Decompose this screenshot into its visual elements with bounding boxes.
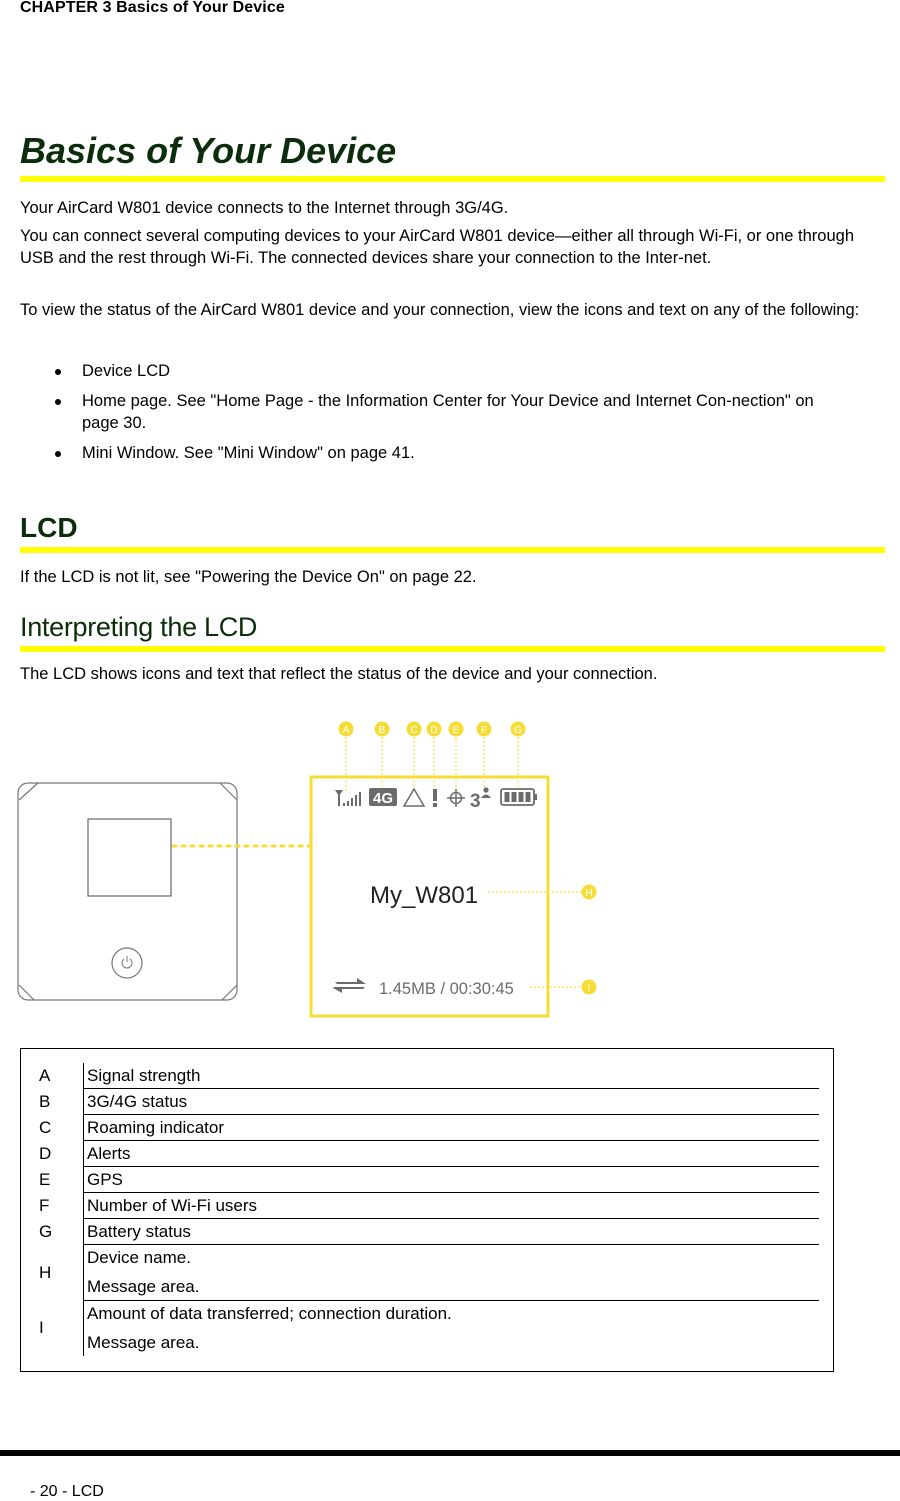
callout-f-label: F xyxy=(480,725,488,736)
wifi-users-count: 3 xyxy=(470,791,481,812)
callout-a-badge xyxy=(339,722,354,737)
callout-a-label: A xyxy=(342,725,350,736)
table-row xyxy=(37,1245,819,1301)
table-row xyxy=(37,1301,819,1357)
callout-d-badge xyxy=(427,722,442,737)
legend-description: Alerts xyxy=(84,1141,820,1167)
lcd-diagram xyxy=(0,700,900,1030)
table-row xyxy=(37,1115,819,1141)
table-row xyxy=(37,1089,819,1115)
title-rule xyxy=(20,176,885,182)
callout-b-label: B xyxy=(378,725,386,736)
legend-key: D xyxy=(37,1141,84,1167)
legend-key: I xyxy=(37,1301,84,1357)
interpreting-paragraph: The LCD shows icons and text that reflect the status of the device and your connection. xyxy=(20,665,658,683)
legend-key: G xyxy=(37,1219,84,1245)
legend-key: B xyxy=(37,1089,84,1115)
callout-d-label: D xyxy=(430,725,438,736)
callout-h-label: H xyxy=(585,888,593,899)
network-type-label: 4G xyxy=(372,790,394,807)
legend-description xyxy=(84,1301,820,1357)
power-icon xyxy=(112,948,142,978)
callout-g-label: G xyxy=(514,725,522,736)
legend-description: Number of Wi-Fi users xyxy=(84,1193,820,1219)
legend-key: F xyxy=(37,1193,84,1219)
legend-description: Signal strength xyxy=(84,1063,820,1089)
lcd-heading: LCD xyxy=(20,512,78,543)
callout-b-badge xyxy=(375,722,390,737)
lcd-paragraph: If the LCD is not lit, see "Powering the Device On" on page 22. xyxy=(20,568,477,586)
callout-i-badge xyxy=(582,980,597,995)
table-row xyxy=(37,1063,819,1089)
legend-description xyxy=(84,1245,820,1301)
callout-e-badge xyxy=(449,722,464,737)
legend-description-line: Message area. xyxy=(87,1333,200,1352)
alert-icon xyxy=(433,789,437,807)
list-item: Mini Window. See "Mini Window" on page 41. xyxy=(55,442,842,464)
device-illustration xyxy=(18,783,237,1000)
legend-description-line: Amount of data transferred; connection duration. xyxy=(87,1304,452,1323)
legend-description: Battery status xyxy=(84,1219,820,1245)
table-row xyxy=(37,1193,819,1219)
intro-paragraph-1: Your AirCard W801 device connects to the Internet through 3G/4G. xyxy=(20,199,509,217)
status-views-list xyxy=(55,360,842,472)
interpreting-heading: Interpreting the LCD xyxy=(20,612,258,642)
legend-table xyxy=(37,1063,819,1356)
legend-description-line: Message area. xyxy=(87,1277,200,1296)
page-title: Basics of Your Device xyxy=(20,130,397,171)
lcd-heading-rule xyxy=(20,547,885,553)
footer-rule xyxy=(0,1450,900,1456)
data-usage-text: 1.45MB / 00:30:45 xyxy=(379,980,514,998)
network-type-icon xyxy=(369,788,397,807)
legend-description: Roaming indicator xyxy=(84,1115,820,1141)
chapter-header: CHAPTER 3 Basics of Your Device xyxy=(20,0,285,16)
table-row xyxy=(37,1141,819,1167)
legend-box xyxy=(20,1048,834,1372)
callout-h-badge xyxy=(582,885,597,900)
device-name-text: My_W801 xyxy=(370,882,479,909)
table-row xyxy=(37,1219,819,1245)
legend-key: E xyxy=(37,1167,84,1193)
callout-g-badge xyxy=(511,722,526,737)
legend-key: H xyxy=(37,1245,84,1301)
callout-c-badge xyxy=(407,722,422,737)
intro-paragraph-2: You can connect several computing devices to your AirCard W801 device—either all through Wi-Fi, or one through USB and the rest through Wi-Fi. The connected devices share your connection to the Inter-net. xyxy=(20,227,854,267)
callout-f-badge xyxy=(477,722,492,737)
callout-c-label: C xyxy=(410,725,418,736)
callout-i-label: I xyxy=(587,983,591,994)
legend-description: GPS xyxy=(84,1167,820,1193)
interpreting-heading-rule xyxy=(20,646,885,652)
legend-key: A xyxy=(37,1063,84,1089)
legend-description-line: Device name. xyxy=(87,1248,191,1267)
list-item: Device LCD xyxy=(55,360,842,382)
table-row xyxy=(37,1167,819,1193)
list-item: Home page. See "Home Page - the Information Center for Your Device and Internet Con-nection" on page 30. xyxy=(55,390,842,434)
callout-e-label: E xyxy=(452,725,460,736)
legend-description: 3G/4G status xyxy=(84,1089,820,1115)
page-footer: - 20 - LCD xyxy=(30,1483,104,1500)
legend-key: C xyxy=(37,1115,84,1141)
intro-paragraph-3: To view the status of the AirCard W801 device and your connection, view the icons and text on any of the following: xyxy=(20,301,860,319)
